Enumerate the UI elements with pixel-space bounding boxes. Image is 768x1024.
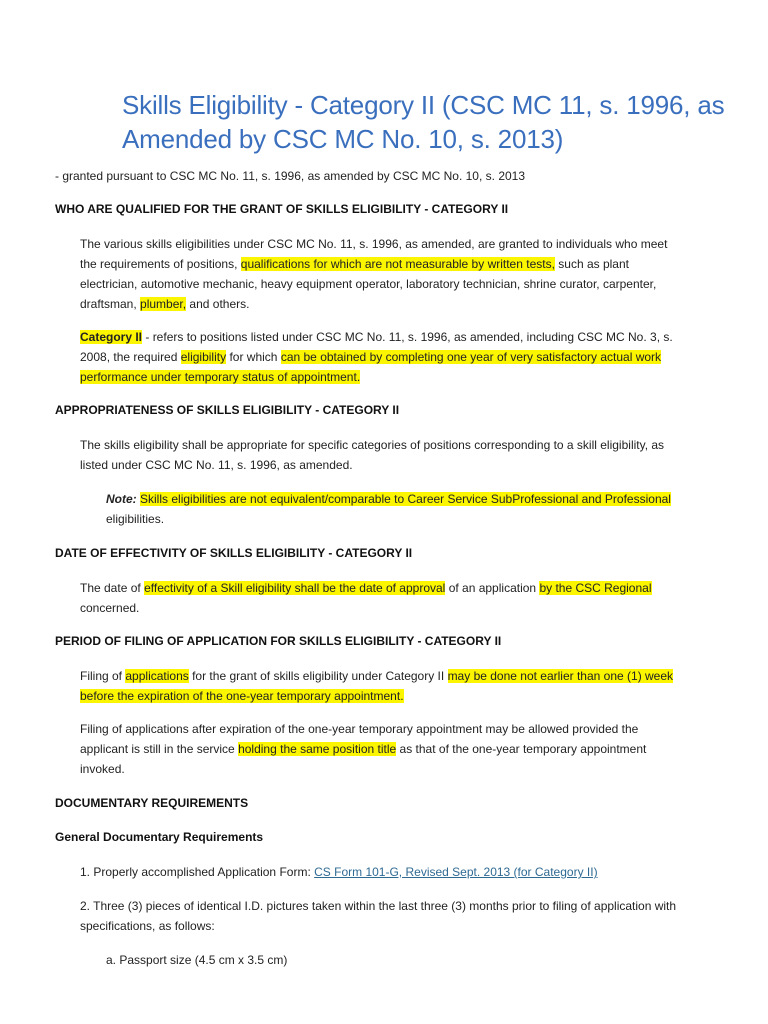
category-label: Category II xyxy=(80,330,143,344)
note-label: Note: xyxy=(106,492,137,506)
text: concerned. xyxy=(80,601,140,615)
text: eligibilities. xyxy=(106,512,165,526)
paragraph-filing-1 xyxy=(80,666,680,706)
intro-text: - granted pursuant to CSC MC No. 11, s. 1996, as amended by CSC MC No. 10, s. 2013 xyxy=(55,169,526,183)
paragraph-filing-2 xyxy=(80,719,680,779)
paragraph-effectivity xyxy=(80,578,680,618)
highlight: Skills eligibilities are not equivalent/comparable to Career Service SubProfessional and Professional xyxy=(140,492,671,506)
text: as that of the one-year temporary appointment invoked. xyxy=(80,742,647,776)
cs-form-101g-link[interactable]: CS Form 101-G, Revised Sept. 2013 (for Category II) xyxy=(314,865,598,879)
requirement-item-2: 2. Three (3) pieces of identical I.D. pictures taken within the last three (3) months prior to filing of application with specifications, as follows: xyxy=(80,899,677,933)
highlight: applications xyxy=(125,669,189,683)
heading-appropriateness: APPROPRIATENESS OF SKILLS ELIGIBILITY - CATEGORY II xyxy=(55,403,400,417)
requirement-item-1 xyxy=(80,862,680,882)
text: Filing of xyxy=(80,669,123,683)
text: - refers to positions listed under CSC MC No. 11, s. 1996, as amended, including CSC MC No. 3, s. 2008, the required xyxy=(80,330,673,364)
heading-qualified: WHO ARE QUALIFIED FOR THE GRANT OF SKILLS ELIGIBILITY - CATEGORY II xyxy=(55,202,509,216)
paragraph-category-ii xyxy=(80,327,680,387)
highlight: plumber, xyxy=(140,297,187,311)
text: for the grant of skills eligibility under Category II xyxy=(192,669,445,683)
text: for which xyxy=(229,350,278,364)
document-title: Skills Eligibility - Category II (CSC MC 11, s. 1996, as Amended by CSC MC No. 10, s. 2013) xyxy=(122,90,725,154)
paragraph-appropriateness: The skills eligibility shall be appropriate for specific categories of positions corresponding to a skill eligibility, as listed under CSC MC No. 11, s. 1996, as amended. xyxy=(80,438,665,472)
text: 1. Properly accomplished Application Form: xyxy=(80,865,311,879)
text: of an application xyxy=(448,581,537,595)
highlight: by the CSC Regional xyxy=(539,581,652,595)
requirement-item-2a: a. Passport size (4.5 cm x 3.5 cm) xyxy=(106,953,288,967)
heading-filing: PERIOD OF FILING OF APPLICATION FOR SKILLS ELIGIBILITY - CATEGORY II xyxy=(55,634,502,648)
highlight: can be obtained by completing one year of very satisfactory actual work performance under temporary status of appointment. xyxy=(80,350,662,384)
note-block xyxy=(106,489,686,529)
highlight: qualifications for which are not measurable by written tests, xyxy=(240,257,555,271)
heading-effectivity: DATE OF EFFECTIVITY OF SKILLS ELIGIBILITY - CATEGORY II xyxy=(55,546,413,560)
highlight: may be done not earlier than one (1) week before the expiration of the one-year temporary appointment. xyxy=(80,669,674,703)
text: Filing of applications after expiration of the one-year temporary appointment may be allowed provided the applicant is still in the service xyxy=(80,722,639,756)
text: such as plant electrician, automotive mechanic, heavy equipment operator, laboratory technician, shrine curator, carpenter, draftsman, xyxy=(80,257,657,311)
paragraph-qualified-1 xyxy=(80,234,680,314)
subheading-general-requirements: General Documentary Requirements xyxy=(55,830,264,844)
heading-documentary: DOCUMENTARY REQUIREMENTS xyxy=(55,796,249,810)
highlight: holding the same position title xyxy=(238,742,397,756)
text: and others. xyxy=(189,297,250,311)
text: The various skills eligibilities under CSC MC No. 11, s. 1996, as amended, are granted to individuals who meet the requirements of positions, xyxy=(80,237,668,271)
text: The date of xyxy=(80,581,141,595)
highlight: effectivity of a Skill eligibility shall be the date of approval xyxy=(144,581,446,595)
highlight: eligibility xyxy=(180,350,227,364)
